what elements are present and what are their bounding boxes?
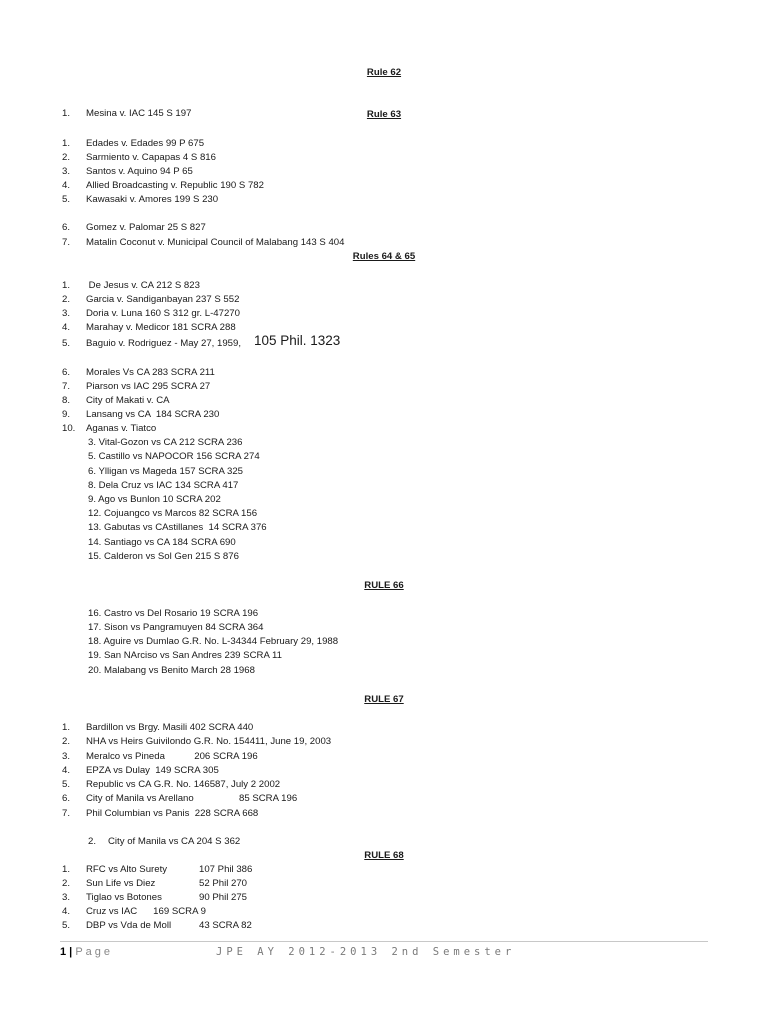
footer-term: JPE AY 2012-2013 2nd Semester	[216, 946, 516, 958]
heading-rule-63: Rule 63	[366, 109, 402, 120]
heading-rule-66: RULE 66	[364, 580, 404, 591]
sub-list-item: 3. Vital-Gozon vs CA 212 SCRA 236	[88, 437, 243, 448]
heading-rule-67: RULE 67	[364, 694, 404, 705]
list-item: 20. Malabang vs Benito March 28 1968	[88, 665, 255, 676]
citation-large: 105 Phil. 1323	[254, 333, 341, 348]
list-item: 19. San NArciso vs San Andres 239 SCRA 11	[88, 650, 282, 661]
heading-rule-68: RULE 68	[364, 850, 404, 861]
sub-list-item: 13. Gabutas vs CAstillanes 14 SCRA 376	[88, 522, 267, 533]
citation: 107 Phil 386	[199, 864, 253, 875]
citation: 90 Phil 275	[199, 892, 248, 903]
sub-list-item: 14. Santiago vs CA 184 SCRA 690	[88, 537, 236, 548]
page-footer-number: 1 | Page	[60, 946, 114, 958]
sub-list-item: 9. Ago vs Bunlon 10 SCRA 202	[88, 494, 221, 505]
list-item: 1. Mesina v. IAC 145 S 197	[62, 108, 192, 119]
sub-list-item: 6. Ylligan vs Mageda 157 SCRA 325	[88, 466, 244, 477]
sub-list-item: 12. Cojuangco vs Marcos 82 SCRA 156	[88, 508, 258, 519]
footer-divider	[60, 941, 708, 942]
heading-rules-64-65: Rules 64 & 65	[352, 251, 416, 262]
document-page: Rule 62 1. Mesina v. IAC 145 S 197 Rule 63 1. Edades v. Edades 99 P 675 2. Sarmiento v. Capapas 4 S 816 3. Santos v. Aquino 94 P 65 4. Allied Broadcasting v. Republic 190 S 782 5. Kawasaki v. Amores 199 S 230 6. Gomez v. Palomar 25 S 827 7. Matalin Coconut v. Municipal Council of Malabang 143 S 404 Rules 64 & 65 1. De Jesus v. CA 212 S 823 2. Garcia v. Sandiganbayan 237 S 552 3. Doria v. Luna 160 S 312 gr. L-47270 4. Marahay v. Medicor 181 SCRA 288 5. Baguio v. Rodriguez - May 27, 1959, 105 Phil. 1323 6. Morales Vs CA 283 SCRA 211 7. Piarson vs IAC 295 SCRA 27 8. City of Makati v. CA 9. Lansang vs CA 184 SCRA 230 10. Aganas v. Tiatco 3. Vital-Gozon vs CA 212 SCRA 236 5. Castillo vs NAPOCOR 156 SCRA 274 6. Ylligan vs Mageda 157 SCRA 325 8. Dela Cruz vs IAC 134 SCRA 417 9. Ago vs Bunlon 10 SCRA 202 12. Cojuangco vs Marcos 82 SCRA 156 13. Gabutas vs CAstillanes 14 SCRA 376 14. Santiago vs CA 184 SCRA 690 15. Calderon vs Sol Gen 215 S 876 RULE 66 16. Castro vs Del Rosario 19 SCRA 196 17. Sison vs Pangramuyen 84 SCRA 364 18. Aguire vs Dumlao G.R. No. L-34344 February 29, 1988 19. San NArciso vs San Andres 239 SCRA 11 20. Malabang vs Benito March 28 1968 RULE 67 1. Bardillon vs Brgy. Masili 402 SCRA 440 2. NHA vs Heirs Guivilondo G.R. No. 154411, June 19, 2003 3. Meralco vs Pineda 206 SCRA 196 4. EPZA vs Dulay 149 SCRA 305 5. Republic vs CA G.R. No. 146587, July 2 2002 6. City of Manila vs Arellano 85 SCRA 196 7. Phil Columbian vs Panis 228 SCRA 668 2. City of Manila vs CA 204 S 362 RULE 68 1. RFC vs Alto Surety 107 Phil 386 2. Sun Life vs Diez 52 Phil 270 3. Tiglao vs Botones 90 Phil 275 4. Cruz vs IAC 169 SCRA 9 5. DBP vs Vda de Moll 43 SCRA 82 1 | Page JPE AY 2012-2013 2nd Semester	[0, 0, 768, 1024]
sub-list-item: 15. Calderon vs Sol Gen 215 S 876	[88, 551, 239, 562]
list-item: 17. Sison vs Pangramuyen 84 SCRA 364	[88, 622, 264, 633]
list-item: 16. Castro vs Del Rosario 19 SCRA 196	[88, 608, 259, 619]
citation: 43 SCRA 82	[199, 920, 252, 931]
list-item: 18. Aguire vs Dumlao G.R. No. L-34344 February 29, 1988	[88, 636, 339, 647]
sub-list-item: 5. Castillo vs NAPOCOR 156 SCRA 274	[88, 451, 260, 462]
sub-list-item: 8. Dela Cruz vs IAC 134 SCRA 417	[88, 480, 239, 491]
citation: 52 Phil 270	[199, 878, 248, 889]
heading-rule-62: Rule 62	[366, 67, 402, 78]
